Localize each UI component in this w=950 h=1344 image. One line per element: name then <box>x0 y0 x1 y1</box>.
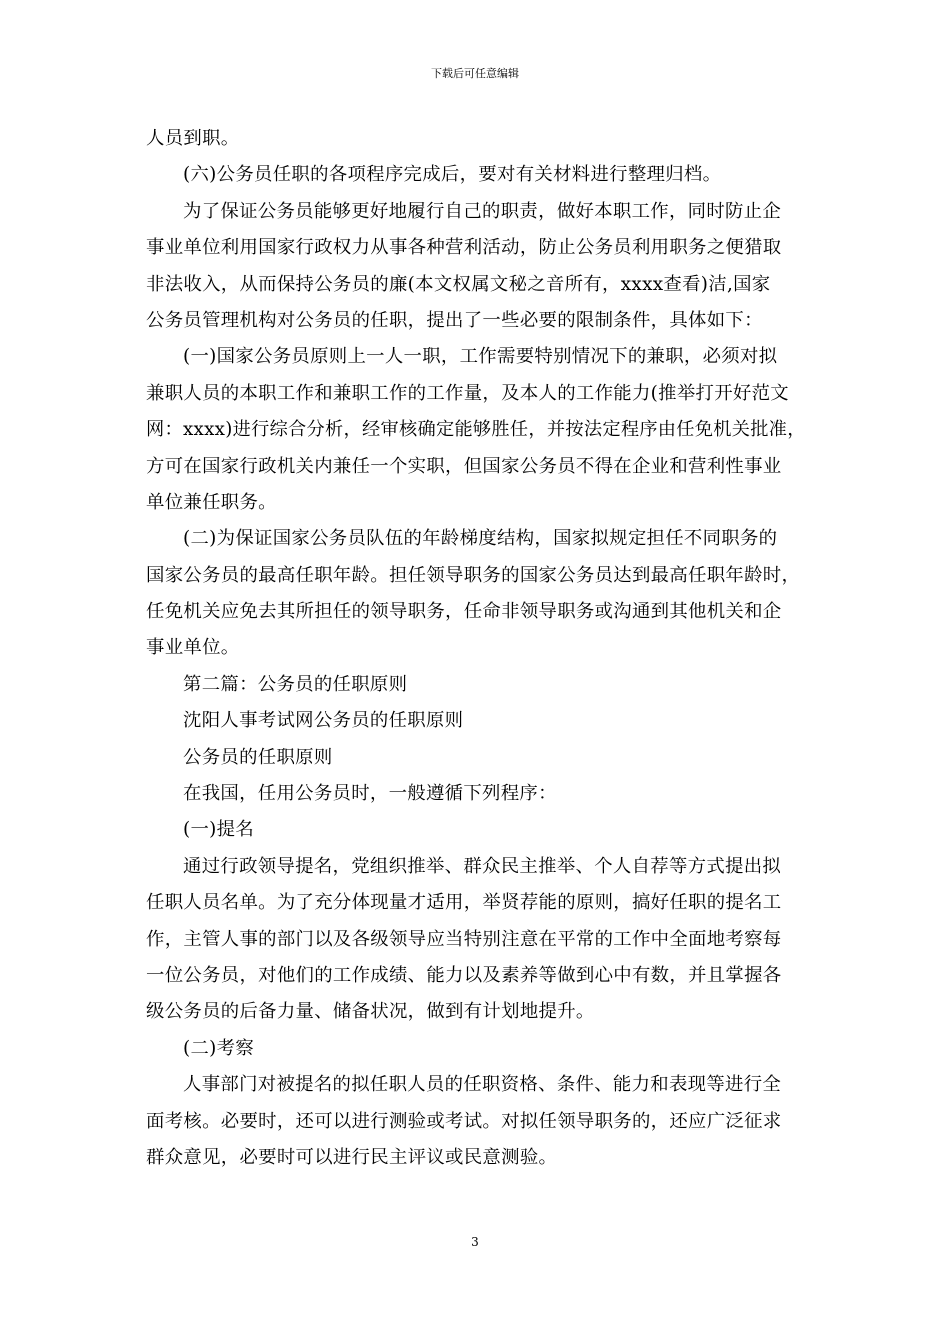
text-line: 为了保证公务员能够更好地履行自己的职责，做好本职工作，同时防止企 <box>183 200 782 222</box>
page-header: 下载后可任意编辑 <box>431 67 519 80</box>
page-number: 3 <box>471 1235 479 1249</box>
text-line: (二)为保证国家公务员队伍的年龄梯度结构，国家拟规定担任不同职务的 <box>183 528 778 550</box>
text-line: 公务员的任职原则 <box>183 746 333 768</box>
text-line: 公务员管理机构对公务员的任职，提出了一些必要的限制条件，具体如下： <box>146 309 763 331</box>
text-line: 面考核。必要时，还可以进行测验或考试。对拟任领导职务的，还应广泛征求 <box>146 1110 782 1132</box>
text-line: 一位公务员，对他们的工作成绩、能力以及素养等做到心中有数，并且掌握各 <box>146 964 782 986</box>
text-line: 任职人员名单。为了充分体现量才适用，举贤荐能的原则，搞好任职的提名工 <box>146 892 782 914</box>
text-line: 人事部门对被提名的拟任职人员的任职资格、条件、能力和表现等进行全 <box>183 1074 782 1096</box>
text-line: 沈阳人事考试网公务员的任职原则 <box>183 710 464 732</box>
text-line: (一)提名 <box>183 819 255 841</box>
text-line: 级公务员的后备力量、储备状况，做到有计划地提升。 <box>146 1001 595 1023</box>
text-line: 通过行政领导提名，党组织推举、群众民主推举、个人自荐等方式提出拟 <box>183 855 782 877</box>
document-body <box>146 121 806 1176</box>
text-line: 作，主管人事的部门以及各级领导应当特别注意在平常的工作中全面地考察每 <box>146 928 782 950</box>
text-line: 事业单位利用国家行政权力从事各种营利活动，防止公务员利用职务之便猎取 <box>146 237 782 259</box>
text-line: 任免机关应免去其所担任的领导职务，任命非领导职务或沟通到其他机关和企 <box>146 601 782 623</box>
text-line: (六)公务员任职的各项程序完成后，要对有关材料进行整理归档。 <box>183 164 722 186</box>
text-line: 单位兼任职务。 <box>146 491 277 513</box>
text-line: 在我国，任用公务员时，一般遵循下列程序： <box>183 783 557 805</box>
text-line: 群众意见，必要时可以进行民主评议或民意测验。 <box>146 1146 558 1168</box>
text-line: 第二篇：公务员的任职原则 <box>183 673 408 695</box>
text-line: 国家公务员的最高任职年龄。担任领导职务的国家公务员达到最高任职年龄时， <box>146 564 801 586</box>
text-line: 人员到职。 <box>146 128 240 149</box>
text-line: (一)国家公务员原则上一人一职，工作需要特别情况下的兼职，必须对拟 <box>183 346 778 368</box>
text-line: 事业单位。 <box>146 637 240 659</box>
text-line: 方可在国家行政机关内兼任一个实职，但国家公务员不得在企业和营利性事业 <box>146 455 782 477</box>
text-line: 网：xxxx)进行综合分析，经审核确定能够胜任，并按法定程序由任免机关批准， <box>146 419 806 441</box>
text-line: 兼职人员的本职工作和兼职工作的工作量，及本人的工作能力(推举打开好范文 <box>146 382 789 404</box>
text-line: (二)考察 <box>183 1037 255 1059</box>
text-line: 非法收入，从而保持公务员的廉(本文权属文秘之音所有，xxxx查看)洁,国家 <box>146 273 771 295</box>
